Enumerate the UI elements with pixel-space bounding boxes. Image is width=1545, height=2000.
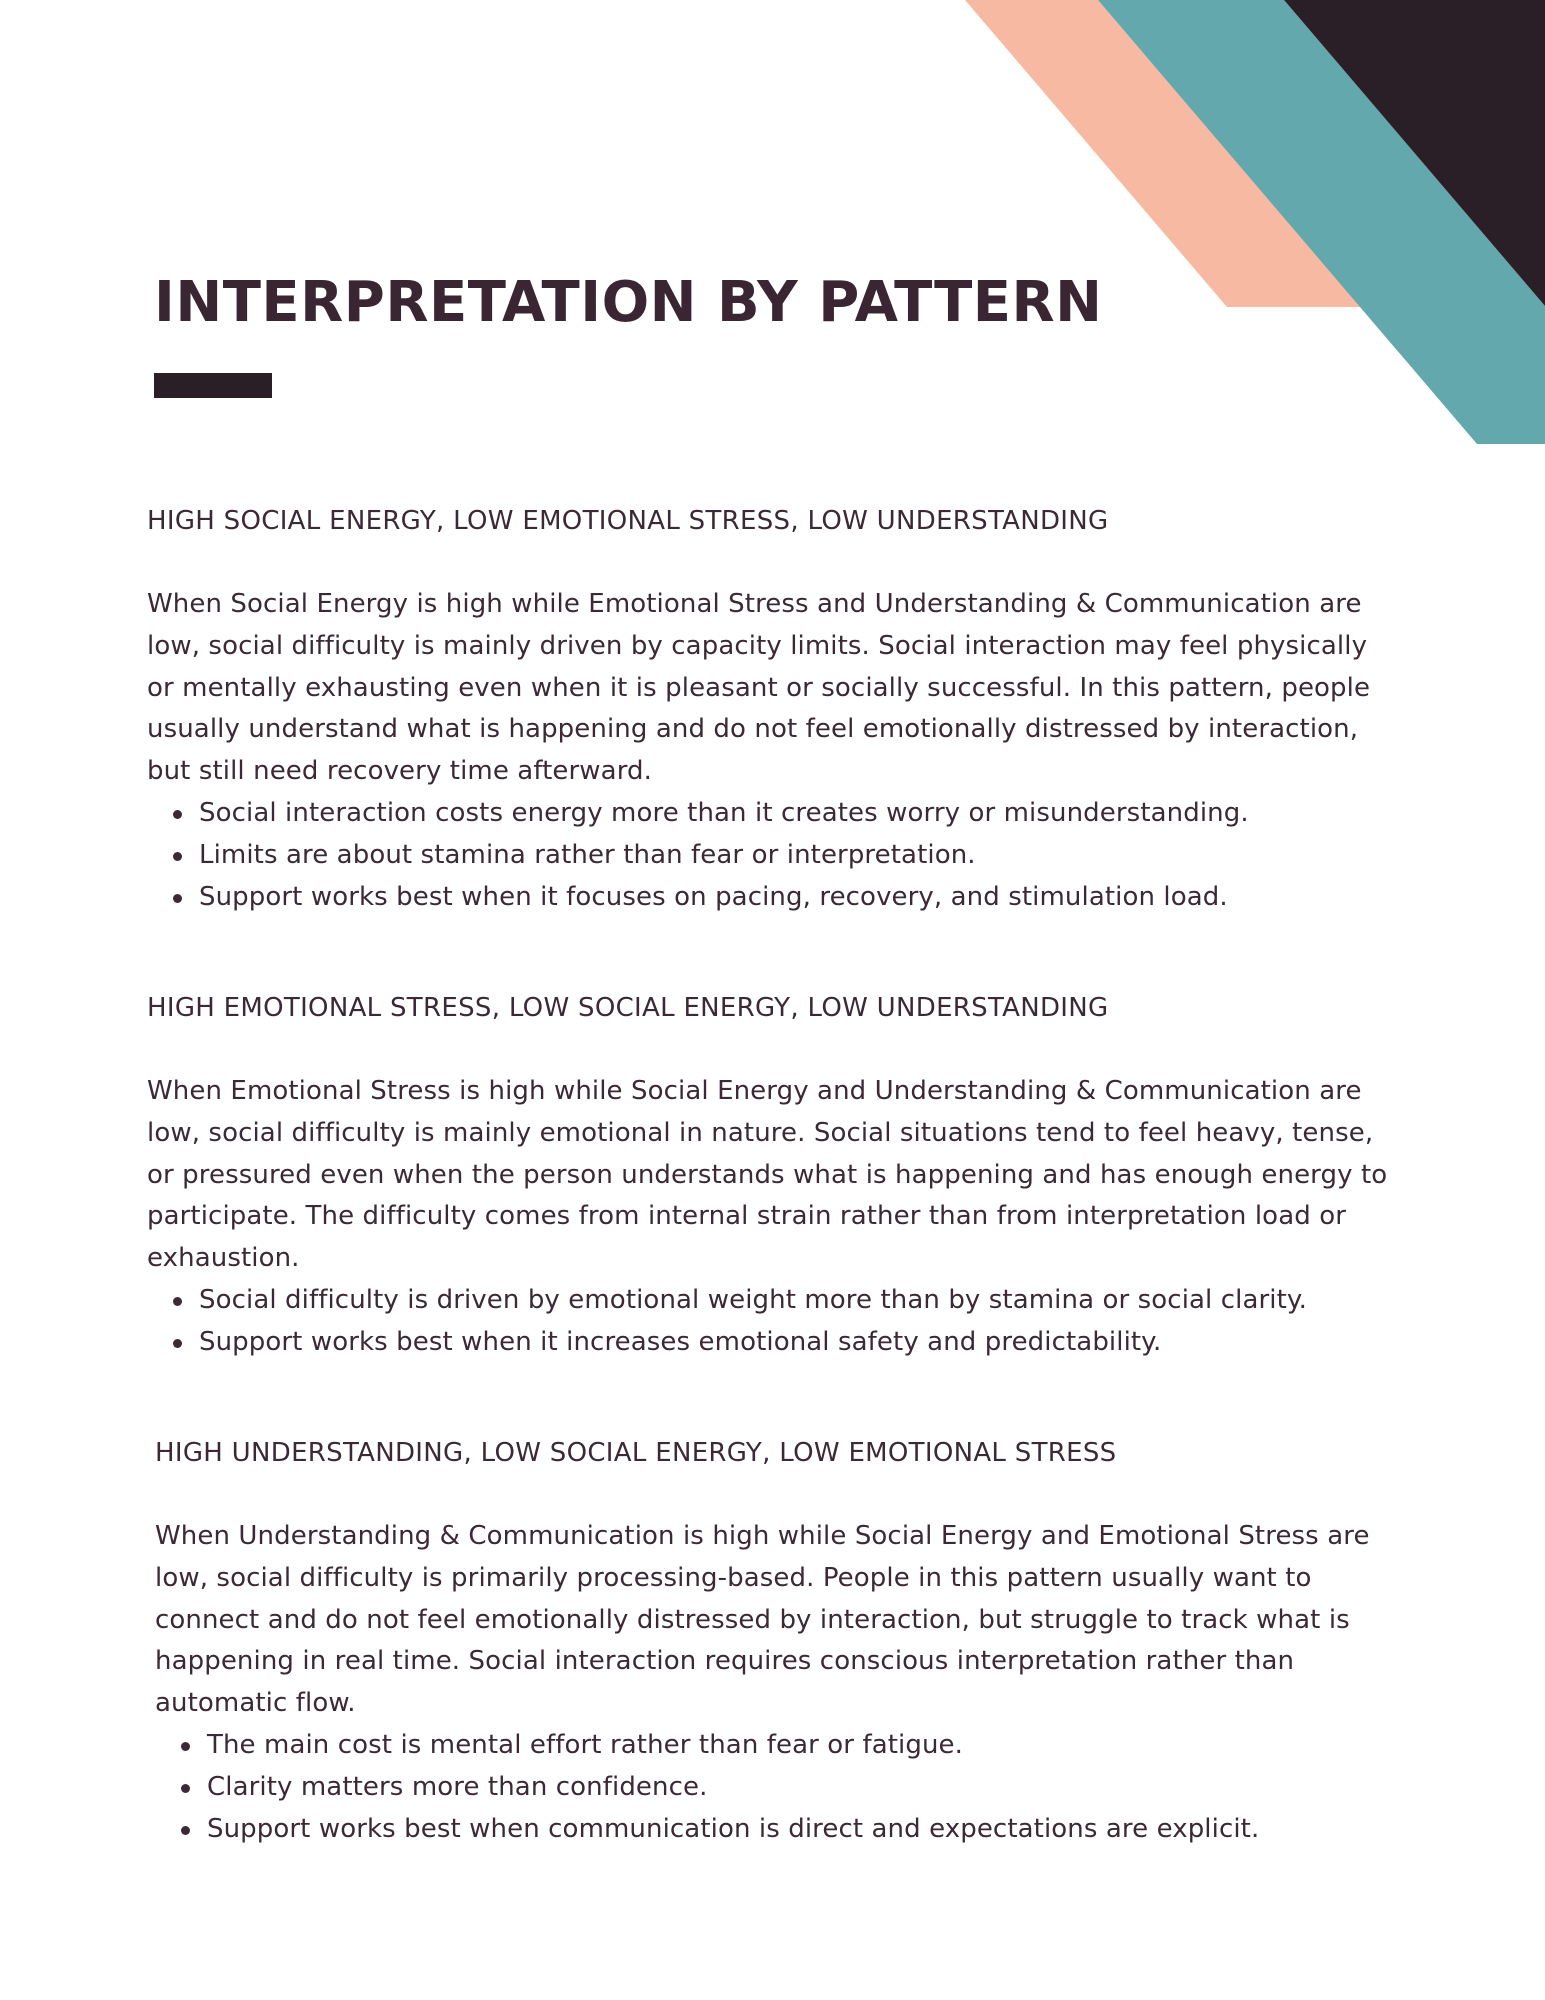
list-item-text: Clarity matters more than confidence. xyxy=(207,1771,708,1802)
title-underline-bar xyxy=(154,373,272,398)
list-item xyxy=(199,877,1397,919)
bullet-icon xyxy=(173,852,182,861)
list-item xyxy=(207,1725,1405,1767)
section-heading: HIGH UNDERSTANDING, LOW SOCIAL ENERGY, LOW EMOTIONAL STRESS xyxy=(155,1438,1117,1468)
section-body: When Social Energy is high while Emotional Stress and Understanding & Communication are low, social difficulty is mainly driven by capacity limits. Social interaction may feel physically or mentally exhausting even when it is pleasant or socially successful. In this pattern, people usually understand what is happening and do not feel emotionally distressed by interaction, but still need recovery time afterward. xyxy=(147,589,1371,787)
list-item xyxy=(207,1809,1405,1851)
pattern-section-social-energy xyxy=(147,501,1397,918)
list-item xyxy=(199,793,1397,835)
list-item-text: Limits are about stamina rather than fear or interpretation. xyxy=(199,839,976,870)
list-item-text: Social interaction costs energy more than it creates worry or misunderstanding. xyxy=(199,797,1249,828)
bullet-icon xyxy=(173,810,182,819)
pattern-section-understanding xyxy=(155,1433,1405,1850)
bullet-list xyxy=(147,793,1397,918)
list-item xyxy=(199,835,1397,877)
bullet-icon xyxy=(173,894,182,903)
section-heading: HIGH SOCIAL ENERGY, LOW EMOTIONAL STRESS, LOW UNDERSTANDING xyxy=(147,506,1109,536)
bullet-icon xyxy=(181,1826,190,1835)
list-item-text: Support works best when it increases emotional safety and predictability. xyxy=(199,1326,1162,1357)
pattern-section-emotional-stress xyxy=(147,988,1397,1364)
section-body: When Understanding & Communication is high while Social Energy and Emotional Stress are low, social difficulty is primarily processing-based. People in this pattern usually want to connect and do not feel emotionally distressed by interaction, but struggle to track what is happening in real time. Social interaction requires conscious interpretation rather than automatic flow. xyxy=(155,1521,1370,1719)
page-title: INTERPRETATION BY PATTERN xyxy=(154,270,1103,335)
list-item xyxy=(207,1767,1405,1809)
bullet-list xyxy=(155,1725,1405,1850)
section-heading: HIGH EMOTIONAL STRESS, LOW SOCIAL ENERGY, LOW UNDERSTANDING xyxy=(147,993,1109,1023)
list-item-text: Social difficulty is driven by emotional weight more than by stamina or social clarity. xyxy=(199,1284,1308,1315)
list-item-text: Support works best when communication is direct and expectations are explicit. xyxy=(207,1813,1260,1844)
bullet-icon xyxy=(181,1784,190,1793)
section-body: When Emotional Stress is high while Social Energy and Understanding & Communication are low, social difficulty is mainly emotional in nature. Social situations tend to feel heavy, tense, or pressured even when the person understands what is happening and has enough energy to participate. The difficulty comes from internal strain rather than from interpretation load or exhaustion. xyxy=(147,1076,1388,1274)
list-item xyxy=(199,1280,1397,1322)
bullet-icon xyxy=(173,1339,182,1348)
bullet-icon xyxy=(173,1297,182,1306)
bullet-icon xyxy=(181,1742,190,1751)
list-item-text: Support works best when it focuses on pacing, recovery, and stimulation load. xyxy=(199,881,1228,912)
list-item xyxy=(199,1322,1397,1364)
bullet-list xyxy=(147,1280,1397,1364)
list-item-text: The main cost is mental effort rather than fear or fatigue. xyxy=(207,1729,964,1760)
